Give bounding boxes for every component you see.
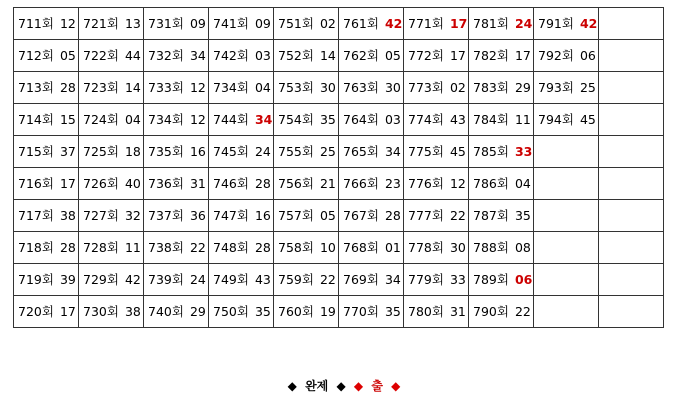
episode-label: 762회: [343, 48, 379, 63]
table-cell: [79, 72, 144, 104]
table-cell: [79, 232, 144, 264]
table-cell: [274, 168, 339, 200]
episode-label: 740회: [148, 304, 184, 319]
episode-label: 770회: [343, 304, 379, 319]
episode-label: 741회: [213, 16, 249, 31]
episode-label: 771회: [408, 16, 444, 31]
table-cell: [79, 8, 144, 40]
bonus-number: 25: [319, 144, 336, 159]
episode-label: 766회: [343, 176, 379, 191]
episode-label: 784회: [473, 112, 509, 127]
table-row: [14, 136, 664, 168]
episode-label: 727회: [83, 208, 119, 223]
table-cell: [14, 296, 79, 328]
episode-label: 732회: [148, 48, 184, 63]
table-cell: [144, 296, 209, 328]
table-row: [14, 72, 664, 104]
episode-label: 720회: [18, 304, 54, 319]
table-cell: [404, 104, 469, 136]
episode-label: 753회: [278, 80, 314, 95]
table-cell: [599, 296, 664, 328]
episode-label: 715회: [18, 144, 54, 159]
table-cell: [274, 40, 339, 72]
table-cell: [209, 232, 274, 264]
bonus-number: 12: [449, 176, 466, 191]
table-cell: [144, 200, 209, 232]
episode-label: 752회: [278, 48, 314, 63]
table-cell: [339, 72, 404, 104]
bonus-number: 38: [124, 304, 141, 319]
bonus-number: 14: [124, 80, 141, 95]
bonus-number: 22: [449, 208, 466, 223]
episode-label: 724회: [83, 112, 119, 127]
bonus-number: 04: [254, 80, 271, 95]
bonus-number: 42: [579, 16, 598, 31]
table-cell: [274, 72, 339, 104]
table-cell: [339, 232, 404, 264]
episode-label: 746회: [213, 176, 249, 191]
table-cell: [274, 200, 339, 232]
bonus-number: 05: [319, 208, 336, 223]
table-cell: [599, 40, 664, 72]
table-cell: [209, 296, 274, 328]
table-row: [14, 264, 664, 296]
table-cell: [274, 104, 339, 136]
table-cell: [144, 264, 209, 296]
table-cell: [14, 200, 79, 232]
bonus-number: 03: [254, 48, 271, 63]
episode-label: 734회: [213, 80, 249, 95]
table-cell: [599, 8, 664, 40]
bonus-number: 08: [514, 240, 531, 255]
episode-label: 780회: [408, 304, 444, 319]
table-cell: [274, 136, 339, 168]
table-cell: [14, 232, 79, 264]
bonus-number: 37: [59, 144, 76, 159]
table-cell: [599, 136, 664, 168]
bonus-number: 28: [59, 80, 76, 95]
table-cell: [534, 8, 599, 40]
bonus-number: 17: [514, 48, 531, 63]
table-cell: [404, 72, 469, 104]
table-cell: [144, 232, 209, 264]
episode-label: 787회: [473, 208, 509, 223]
table-cell: [209, 136, 274, 168]
bonus-number: 28: [384, 208, 401, 223]
bonus-number: 43: [449, 112, 466, 127]
bonus-number: 12: [189, 80, 206, 95]
table-cell: [144, 104, 209, 136]
table-cell: [404, 40, 469, 72]
bonus-number: 39: [59, 272, 76, 287]
table-cell: [79, 136, 144, 168]
episode-label: 767회: [343, 208, 379, 223]
episode-label: 777회: [408, 208, 444, 223]
episode-label: 726회: [83, 176, 119, 191]
bonus-number: 22: [514, 304, 531, 319]
table-cell: [209, 8, 274, 40]
bonus-number: 21: [319, 176, 336, 191]
bonus-number: 36: [189, 208, 206, 223]
bonus-number: 40: [124, 176, 141, 191]
bonus-number: 34: [384, 144, 401, 159]
episode-label: 794회: [538, 112, 574, 127]
table-cell: [144, 168, 209, 200]
table-cell: [469, 200, 534, 232]
episode-label: 757회: [278, 208, 314, 223]
table-cell: [534, 104, 599, 136]
table-cell: [274, 232, 339, 264]
bonus-number: 34: [384, 272, 401, 287]
table-cell: [209, 40, 274, 72]
table-cell: [534, 200, 599, 232]
table-cell: [599, 72, 664, 104]
bonus-number: 16: [254, 208, 271, 223]
table-cell: [79, 264, 144, 296]
bonus-number: 35: [514, 208, 531, 223]
table-cell: [469, 136, 534, 168]
episode-label: 786회: [473, 176, 509, 191]
table-cell: [469, 104, 534, 136]
table-cell: [534, 264, 599, 296]
table-cell: [274, 296, 339, 328]
bonus-number: 11: [514, 112, 531, 127]
table-cell: [79, 168, 144, 200]
table-row: [14, 8, 664, 40]
table-cell: [209, 200, 274, 232]
episode-label: 774회: [408, 112, 444, 127]
episode-label: 745회: [213, 144, 249, 159]
table-cell: [469, 264, 534, 296]
table-cell: [274, 264, 339, 296]
bonus-number: 29: [514, 80, 531, 95]
episode-label: 733회: [148, 80, 184, 95]
bonus-number: 18: [124, 144, 141, 159]
table-row: [14, 104, 664, 136]
bonus-number: 04: [514, 176, 531, 191]
episode-label: 717회: [18, 208, 54, 223]
table-cell: [404, 264, 469, 296]
episode-label: 729회: [83, 272, 119, 287]
bonus-number: 31: [189, 176, 206, 191]
episode-label: 790회: [473, 304, 509, 319]
episode-label: 723회: [83, 80, 119, 95]
bonus-number: 45: [449, 144, 466, 159]
diamond-icon: ◆: [336, 379, 346, 393]
bonus-number: 02: [449, 80, 466, 95]
episode-label: 713회: [18, 80, 54, 95]
table-cell: [404, 136, 469, 168]
bonus-number: 35: [254, 304, 271, 319]
episode-label: 748회: [213, 240, 249, 255]
table-cell: [14, 264, 79, 296]
episode-label: 793회: [538, 80, 574, 95]
bonus-number: 28: [254, 240, 271, 255]
table-cell: [209, 104, 274, 136]
legend-complete-label: 완제: [305, 379, 329, 393]
episode-label: 736회: [148, 176, 184, 191]
bonus-number: 23: [384, 176, 401, 191]
bonus-number: 32: [124, 208, 141, 223]
episode-label: 735회: [148, 144, 184, 159]
bonus-number: 22: [319, 272, 336, 287]
bonus-number: 12: [59, 16, 76, 31]
table-cell: [534, 232, 599, 264]
bonus-number: 28: [254, 176, 271, 191]
bonus-number: 30: [449, 240, 466, 255]
episode-label: 711회: [18, 16, 54, 31]
table-cell: [144, 72, 209, 104]
bonus-number: 17: [59, 304, 76, 319]
table-cell: [14, 72, 79, 104]
episode-label: 738회: [148, 240, 184, 255]
table-cell: [469, 8, 534, 40]
episode-label: 778회: [408, 240, 444, 255]
episode-label: 731회: [148, 16, 184, 31]
bonus-number: 35: [384, 304, 401, 319]
table-cell: [14, 40, 79, 72]
episode-label: 775회: [408, 144, 444, 159]
table-cell: [534, 136, 599, 168]
table-cell: [599, 168, 664, 200]
episode-label: 773회: [408, 80, 444, 95]
episode-label: 759회: [278, 272, 314, 287]
bonus-number: 43: [254, 272, 271, 287]
table-cell: [339, 264, 404, 296]
episode-label: 747회: [213, 208, 249, 223]
table-row: [14, 40, 664, 72]
bonus-number: 17: [449, 16, 468, 31]
table-cell: [599, 264, 664, 296]
episode-label: 750회: [213, 304, 249, 319]
episode-label: 760회: [278, 304, 314, 319]
bonus-number: 03: [384, 112, 401, 127]
bonus-number: 44: [124, 48, 141, 63]
bonus-number: 09: [254, 16, 271, 31]
bonus-number: 42: [384, 16, 403, 31]
table-cell: [599, 200, 664, 232]
bonus-number: 29: [189, 304, 206, 319]
episode-label: 718회: [18, 240, 54, 255]
table-cell: [599, 232, 664, 264]
episode-label: 781회: [473, 16, 509, 31]
episode-label: 739회: [148, 272, 184, 287]
bonus-number: 05: [384, 48, 401, 63]
table-cell: [339, 168, 404, 200]
episode-label: 791회: [538, 16, 574, 31]
bonus-number: 24: [189, 272, 206, 287]
table-cell: [14, 8, 79, 40]
table-cell: [339, 40, 404, 72]
bonus-number: 17: [449, 48, 466, 63]
bonus-number: 11: [124, 240, 141, 255]
table-cell: [534, 40, 599, 72]
table-cell: [469, 40, 534, 72]
episode-label: 788회: [473, 240, 509, 255]
episode-label: 756회: [278, 176, 314, 191]
episode-label: 792회: [538, 48, 574, 63]
episode-label: 761회: [343, 16, 379, 31]
table-row: [14, 232, 664, 264]
episode-label: 721회: [83, 16, 119, 31]
episode-label: 714회: [18, 112, 54, 127]
bonus-number: 30: [319, 80, 336, 95]
table-cell: [469, 232, 534, 264]
table-cell: [79, 104, 144, 136]
bonus-number: 45: [579, 112, 596, 127]
bonus-number: 15: [59, 112, 76, 127]
episode-label: 779회: [408, 272, 444, 287]
episode-label: 730회: [83, 304, 119, 319]
episode-label: 768회: [343, 240, 379, 255]
bonus-number: 16: [189, 144, 206, 159]
episode-label: 712회: [18, 48, 54, 63]
episode-label: 754회: [278, 112, 314, 127]
table-cell: [144, 136, 209, 168]
episode-label: 742회: [213, 48, 249, 63]
bonus-number: 34: [254, 112, 273, 127]
episode-label: 755회: [278, 144, 314, 159]
diamond-icon: ◆: [287, 379, 297, 393]
episode-label: 749회: [213, 272, 249, 287]
episode-label: 789회: [473, 272, 509, 287]
bonus-number: 24: [514, 16, 533, 31]
table-cell: [404, 168, 469, 200]
results-table: [13, 7, 664, 328]
bonus-number: 14: [319, 48, 336, 63]
table-cell: [404, 296, 469, 328]
table-cell: [14, 168, 79, 200]
table-cell: [339, 8, 404, 40]
bonus-number: 12: [189, 112, 206, 127]
bonus-number: 02: [319, 16, 336, 31]
episode-label: 722회: [83, 48, 119, 63]
episode-label: 751회: [278, 16, 314, 31]
episode-label: 725회: [83, 144, 119, 159]
bonus-number: 13: [124, 16, 141, 31]
table-cell: [144, 40, 209, 72]
table-cell: [339, 104, 404, 136]
episode-label: 769회: [343, 272, 379, 287]
bonus-number: 33: [514, 144, 533, 159]
table-cell: [209, 168, 274, 200]
bonus-number: 25: [579, 80, 596, 95]
table-cell: [534, 168, 599, 200]
bonus-number: 01: [384, 240, 401, 255]
episode-label: 728회: [83, 240, 119, 255]
table-cell: [274, 8, 339, 40]
bonus-number: 17: [59, 176, 76, 191]
legend-out-label: 출: [371, 379, 383, 393]
bonus-number: 28: [59, 240, 76, 255]
bonus-number: 30: [384, 80, 401, 95]
table-cell: [469, 168, 534, 200]
episode-label: 764회: [343, 112, 379, 127]
table-cell: [469, 72, 534, 104]
table-cell: [79, 200, 144, 232]
table-cell: [339, 136, 404, 168]
bonus-number: 19: [319, 304, 336, 319]
bonus-number: 06: [514, 272, 533, 287]
table-cell: [209, 72, 274, 104]
diamond-red-icon: ◆: [353, 379, 364, 393]
table-cell: [534, 72, 599, 104]
episode-label: 763회: [343, 80, 379, 95]
episode-label: 782회: [473, 48, 509, 63]
bonus-number: 38: [59, 208, 76, 223]
bonus-number: 35: [319, 112, 336, 127]
episode-label: 785회: [473, 144, 509, 159]
bonus-number: 42: [124, 272, 141, 287]
bonus-number: 10: [319, 240, 336, 255]
table-cell: [79, 296, 144, 328]
table-cell: [534, 296, 599, 328]
episode-label: 772회: [408, 48, 444, 63]
bonus-number: 33: [449, 272, 466, 287]
table-cell: [144, 8, 209, 40]
diamond-red-icon: ◆: [391, 379, 401, 393]
bonus-number: 09: [189, 16, 206, 31]
episode-label: 744회: [213, 112, 249, 127]
table-cell: [599, 104, 664, 136]
episode-label: 737회: [148, 208, 184, 223]
episode-label: 716회: [18, 176, 54, 191]
episode-label: 783회: [473, 80, 509, 95]
table-cell: [14, 136, 79, 168]
table-cell: [339, 296, 404, 328]
table-row: [14, 296, 664, 328]
bonus-number: 06: [579, 48, 596, 63]
episode-label: 734회: [148, 112, 184, 127]
bonus-number: 22: [189, 240, 206, 255]
table-cell: [404, 200, 469, 232]
bonus-number: 04: [124, 112, 141, 127]
table-cell: [209, 264, 274, 296]
table-row: [14, 168, 664, 200]
bonus-number: 24: [254, 144, 271, 159]
table-cell: [79, 40, 144, 72]
episode-label: 776회: [408, 176, 444, 191]
bonus-number: 34: [189, 48, 206, 63]
table-cell: [469, 296, 534, 328]
table-cell: [14, 104, 79, 136]
table-cell: [404, 8, 469, 40]
bonus-number: 05: [59, 48, 76, 63]
episode-label: 719회: [18, 272, 54, 287]
bonus-number: 31: [449, 304, 466, 319]
episode-label: 758회: [278, 240, 314, 255]
episode-label: 765회: [343, 144, 379, 159]
table-row: [14, 200, 664, 232]
table-cell: [404, 232, 469, 264]
legend: [0, 377, 688, 394]
table-cell: [339, 200, 404, 232]
